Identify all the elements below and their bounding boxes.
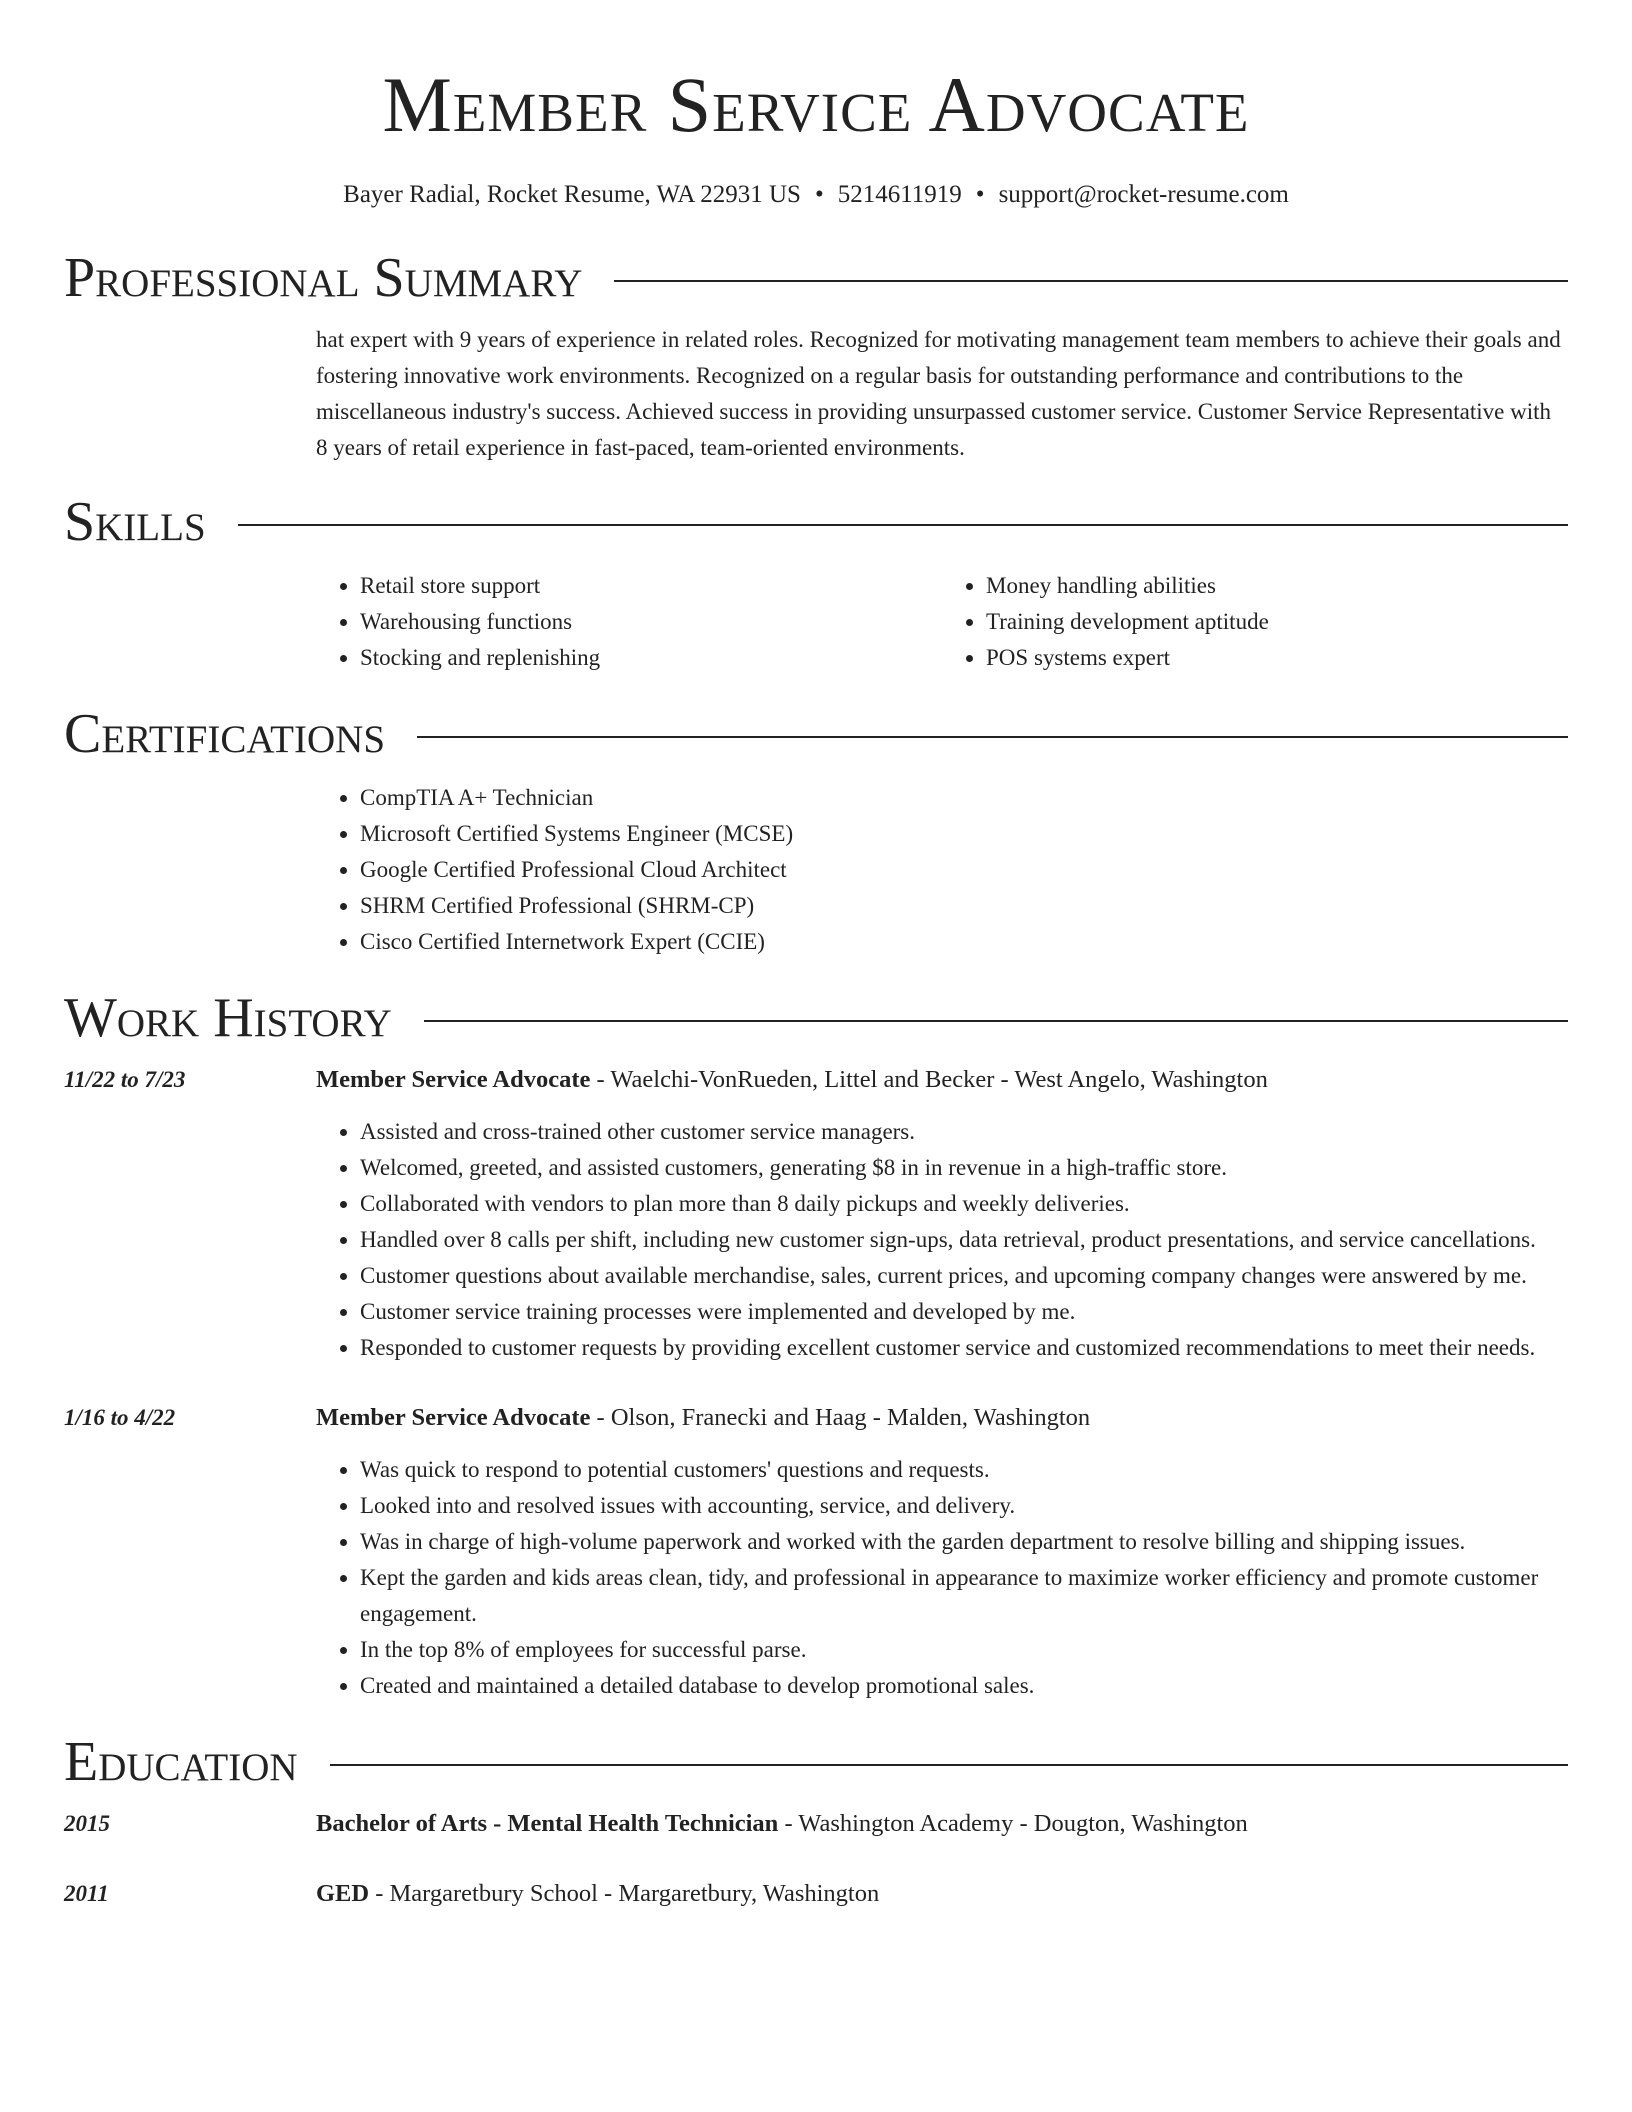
education-degree: Bachelor of Arts - Mental Health Technician: [316, 1810, 779, 1837]
contact-address: Bayer Radial, Rocket Resume, WA 22931 US: [343, 181, 801, 208]
job-bullets: [316, 1114, 1568, 1366]
certification-item: • Google Certified Professional Cloud Architect: [360, 852, 1568, 888]
job-bullet: • Was in charge of high-volume paperwork and worked with the garden department to resolve billing and shipping issues.: [360, 1524, 1568, 1560]
work-section-title: Work History: [64, 987, 392, 1049]
section-divider: [238, 524, 1568, 526]
section-divider: [614, 280, 1568, 282]
job-bullet: • Customer questions about available merchandise, sales, current prices, and upcoming company changes were answered by me.: [360, 1258, 1568, 1294]
job-title-line: [316, 1400, 1568, 1436]
job-entry: [64, 1062, 1568, 1366]
job-entry: [64, 1400, 1568, 1704]
job-date: 11/22 to 7/23: [64, 1067, 186, 1092]
summary-text: hat expert with 9 years of experience in related roles. Recognized for motivating management team members to achieve their goals and fostering innovative work environments. Recognized on a regular basis for outstanding performance and contributions to the miscellaneous industry's success. Achieved success in providing unsurpassed customer service. Customer Service Representative with 8 years of retail experience in fast-paced, team-oriented environments.: [316, 327, 1561, 460]
skill-item: • Training development aptitude: [986, 604, 1568, 640]
section-divider: [424, 1020, 1568, 1022]
education-school: - Washington Academy - Dougton, Washington: [778, 1810, 1248, 1837]
certification-item: • Cisco Certified Internetwork Expert (CCIE): [360, 924, 1568, 960]
job-bullet: • Collaborated with vendors to plan more than 8 daily pickups and weekly deliveries.: [360, 1186, 1568, 1222]
education-section-header: [64, 1731, 1568, 1793]
summary-section-title: Professional Summary: [64, 247, 583, 309]
education-school: - Margaretbury School - Margaretbury, Washington: [369, 1880, 880, 1907]
resume-name: Member Service Advocate: [382, 61, 1250, 148]
certification-item: • SHRM Certified Professional (SHRM-CP): [360, 888, 1568, 924]
job-role: Member Service Advocate: [316, 1066, 591, 1093]
skill-item: • Money handling abilities: [986, 568, 1568, 604]
contact-email: support@rocket-resume.com: [998, 181, 1289, 208]
education-section-title: Education: [64, 1731, 298, 1793]
job-content: [316, 1400, 1568, 1704]
skills-section-header: [64, 491, 1568, 553]
job-bullet: • Welcomed, greeted, and assisted customers, generating $8 in in revenue in a high-traffic store.: [360, 1150, 1568, 1186]
summary-section-header: [64, 247, 1568, 309]
job-bullet: • Handled over 8 calls per shift, including new customer sign-ups, data retrieval, product presentations, and service cancellations.: [360, 1222, 1568, 1258]
skill-item: • Stocking and replenishing: [360, 640, 942, 676]
skills-section-title: Skills: [64, 491, 206, 553]
skills-column-right: [942, 568, 1568, 676]
job-bullet: • Was quick to respond to potential customers' questions and requests.: [360, 1452, 1568, 1488]
skill-item: • Warehousing functions: [360, 604, 942, 640]
education-date: 2011: [64, 1881, 109, 1906]
skills-list: [316, 568, 1568, 676]
education-line: [316, 1876, 1568, 1912]
job-title-line: [316, 1062, 1568, 1098]
job-bullets: [316, 1452, 1568, 1704]
job-content: [316, 1062, 1568, 1366]
certification-item: • Microsoft Certified Systems Engineer (MCSE): [360, 816, 1568, 852]
contact-line: [64, 180, 1568, 210]
certifications-section-header: [64, 703, 1568, 765]
education-degree: GED: [316, 1880, 370, 1907]
contact-phone: 5214611919: [837, 181, 962, 208]
skill-item: • Retail store support: [360, 568, 942, 604]
education-entry: [64, 1806, 1568, 1842]
contact-separator: •: [814, 181, 824, 208]
job-role: Member Service Advocate: [316, 1404, 591, 1431]
job-bullet: • Kept the garden and kids areas clean, tidy, and professional in appearance to maximize worker efficiency and promote customer engagement.: [360, 1560, 1568, 1632]
job-employer: - Olson, Franecki and Haag - Malden, Washington: [590, 1404, 1091, 1431]
certification-item: • CompTIA A+ Technician: [360, 780, 1568, 816]
contact-separator: •: [975, 181, 985, 208]
job-bullet: • In the top 8% of employees for successful parse.: [360, 1632, 1568, 1668]
education-line: [316, 1806, 1568, 1842]
section-divider: [330, 1764, 1568, 1766]
job-date: 1/16 to 4/22: [64, 1405, 176, 1430]
skill-item: • POS systems expert: [986, 640, 1568, 676]
job-bullet: • Assisted and cross-trained other customer service managers.: [360, 1114, 1568, 1150]
section-divider: [417, 736, 1568, 738]
certifications-list: [316, 780, 1568, 960]
job-bullet: • Created and maintained a detailed database to develop promotional sales.: [360, 1668, 1568, 1704]
work-section-header: [64, 987, 1568, 1049]
certifications-section-title: Certifications: [64, 703, 386, 765]
education-date: 2015: [64, 1811, 110, 1836]
job-bullet: • Responded to customer requests by providing excellent customer service and customized recommendations to meet their needs.: [360, 1330, 1568, 1366]
education-entry: [64, 1876, 1568, 1912]
job-bullet: • Looked into and resolved issues with accounting, service, and delivery.: [360, 1488, 1568, 1524]
skills-column-left: [316, 568, 942, 676]
job-bullet: • Customer service training processes were implemented and developed by me.: [360, 1294, 1568, 1330]
job-employer: - Waelchi-VonRueden, Littel and Becker - West Angelo, Washington: [590, 1066, 1268, 1093]
